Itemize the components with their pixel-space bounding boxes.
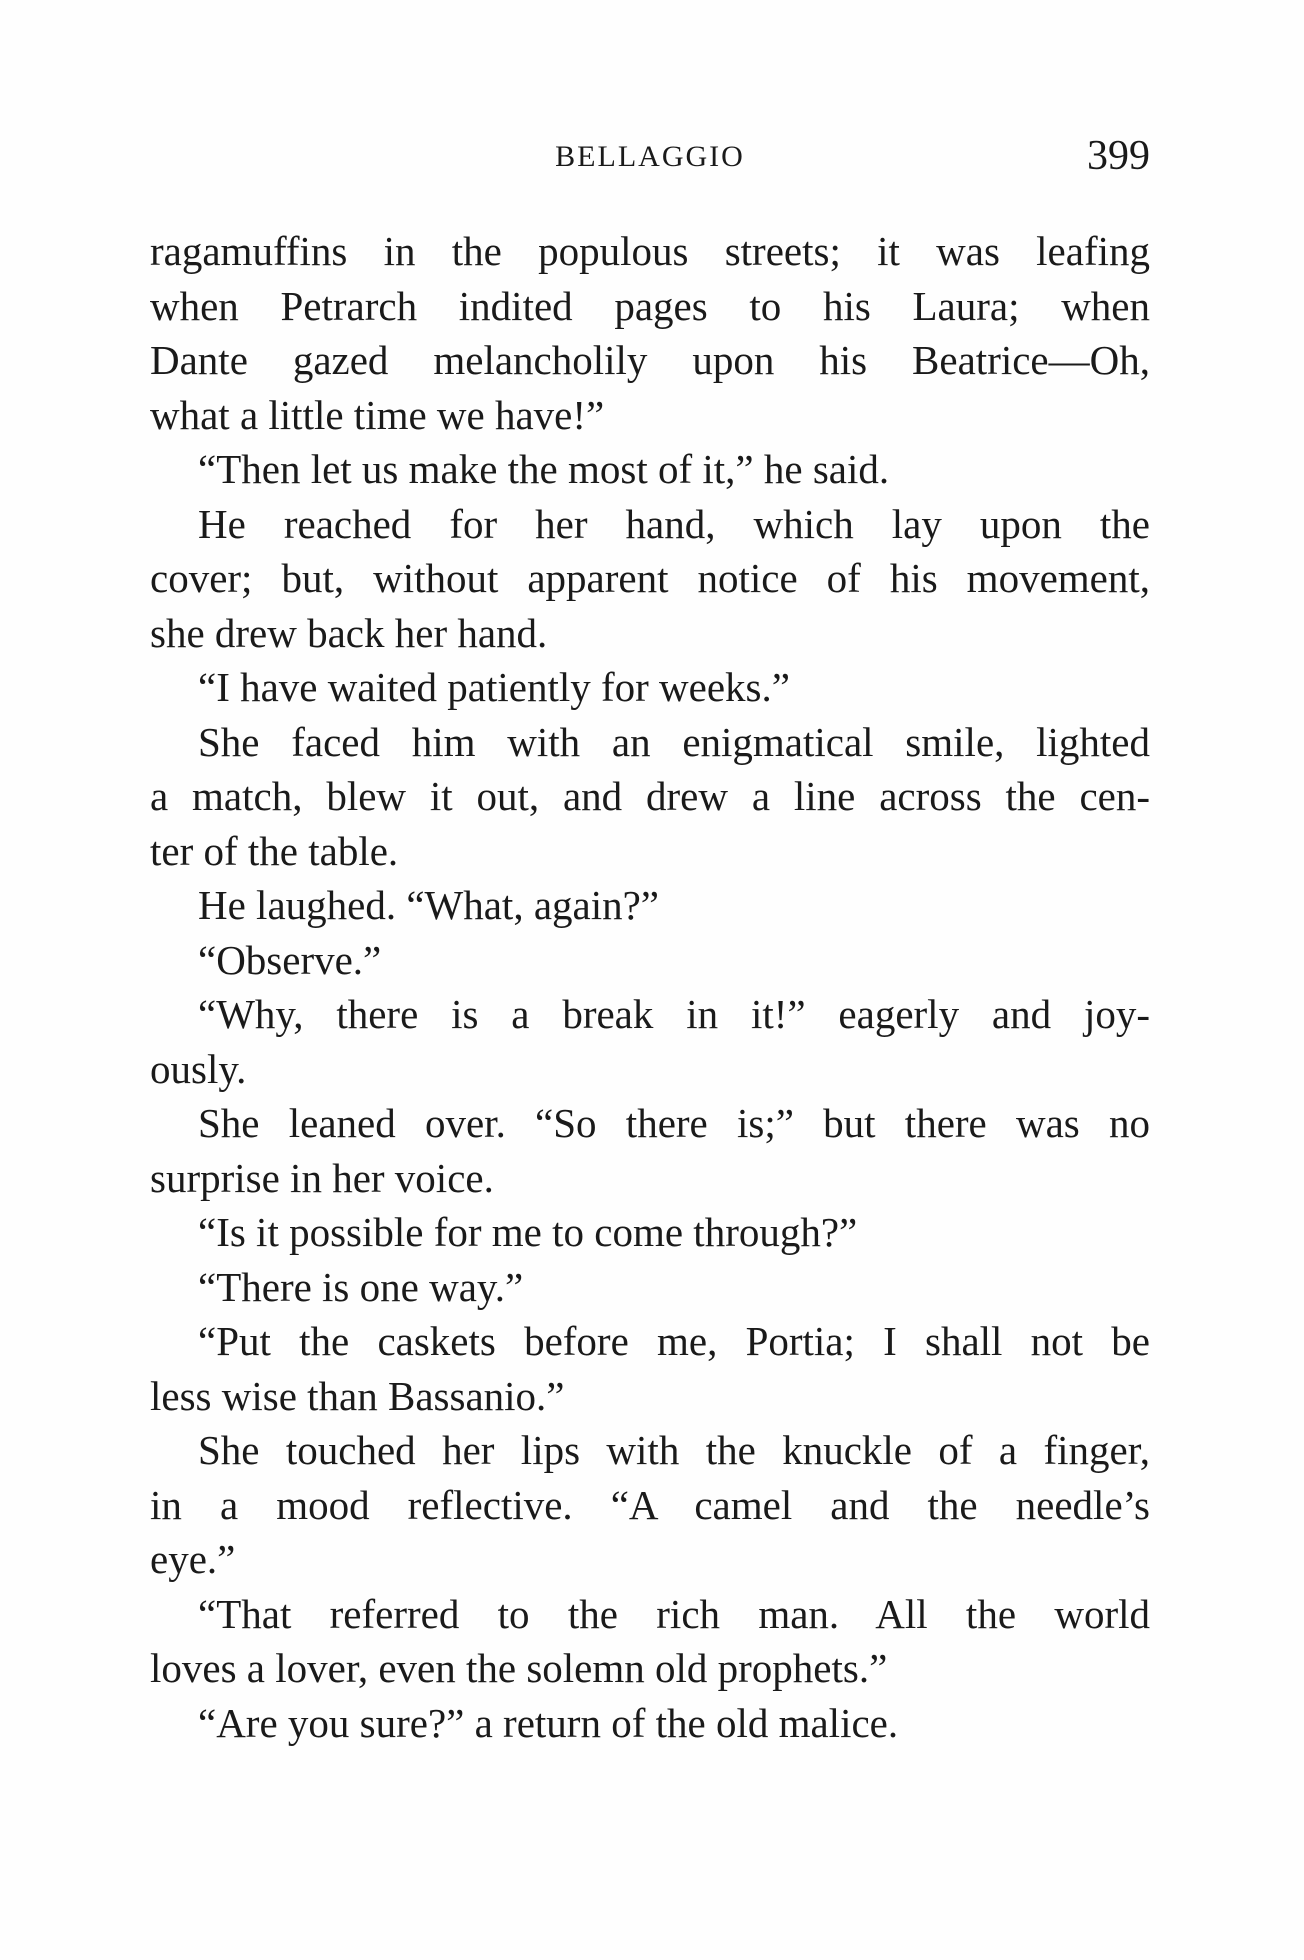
- text-line: She touched her lips with the knuckle of a finger,: [198, 1427, 1150, 1473]
- text-line: ously.: [150, 1045, 247, 1092]
- running-head: [150, 132, 1150, 192]
- running-title: BELLAGGIO: [555, 140, 745, 173]
- page-number: 399: [1087, 133, 1150, 179]
- text-line: ragamuffins in the populous streets; it was leafing: [150, 228, 1150, 274]
- text-line: what a little time we have!”: [150, 391, 605, 438]
- text-line: “Observe.”: [198, 936, 382, 983]
- text-line: “There is one way.”: [198, 1263, 524, 1310]
- text-line: in a mood reflective. “A camel and the needle’s: [150, 1481, 1150, 1528]
- body-text: [150, 224, 1150, 1750]
- text-line: she drew back her hand.: [150, 609, 548, 656]
- text-line: ter of the table.: [150, 827, 399, 874]
- text-line: “Are you sure?” a return of the old malice.: [198, 1699, 899, 1746]
- text-line: He laughed. “What, again?”: [198, 882, 660, 928]
- text-line: surprise in her voice.: [150, 1154, 494, 1201]
- text-line: a match, blew it out, and drew a line across the cen-: [150, 773, 1150, 819]
- text-line: He reached for her hand, which lay upon the: [198, 500, 1150, 547]
- text-line: “Why, there is a break in it!” eagerly and joy-: [198, 991, 1150, 1037]
- text-line: She faced him with an enigmatical smile, lighted: [198, 718, 1150, 765]
- text-line: less wise than Bassanio.”: [150, 1372, 565, 1419]
- text-line: “Is it possible for me to come through?”: [198, 1209, 858, 1255]
- text-line: “I have waited patiently for weeks.”: [198, 664, 790, 710]
- text-line: “That referred to the rich man. All the world: [198, 1590, 1150, 1637]
- text-line: “Then let us make the most of it,” he said.: [198, 446, 890, 492]
- text-line: She leaned over. “So there is;” but there was no: [198, 1100, 1150, 1146]
- text-line: Dante gazed melancholily upon his Beatrice—Oh,: [150, 337, 1150, 383]
- text-line: loves a lover, even the solemn old prophets.”: [150, 1645, 888, 1691]
- text-line: “Put the caskets before me, Portia; I shall not be: [198, 1318, 1150, 1364]
- text-line: eye.”: [150, 1536, 236, 1582]
- text-line: cover; but, without apparent notice of his movement,: [150, 555, 1150, 601]
- text-line: when Petrarch indited pages to his Laura; when: [150, 282, 1150, 329]
